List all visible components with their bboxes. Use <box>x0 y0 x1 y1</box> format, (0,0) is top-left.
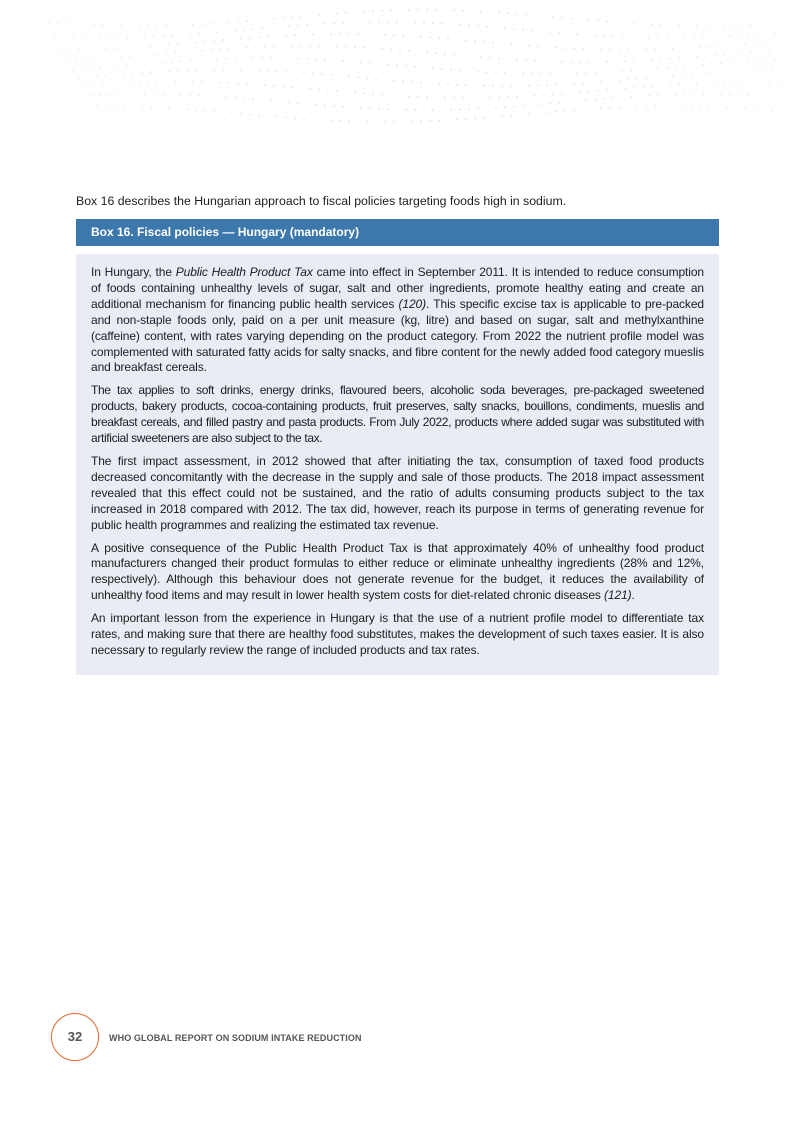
box-paragraph-2: The tax applies to soft drinks, energy drinks, flavoured beers, alcoholic soda beverages, pre-packaged sweetened products, bakery products, cocoa-containing products, fruit preserves, salty snacks, bouillons, condiments, mueslis and breakfast cereals, and filled pastry and pasta products. From July 2022, products where added sugar was substituted with artificial sweeteners are also subject to the tax. <box>91 383 704 446</box>
box-body <box>76 254 719 675</box>
intro-paragraph: Box 16 describes the Hungarian approach to fiscal policies targeting foods high in sodium. <box>76 194 567 208</box>
decorative-dot-pattern <box>0 0 793 150</box>
box-paragraph-1: In Hungary, the Public Health Product Tax came into effect in September 2011. It is intended to reduce consumption of foods containing unhealthy levels of sugar, salt and other ingredients, promote healthy eating and create an additional mechanism for financing public health services (120). This specific excise tax is applicable to pre-packed and non-staple foods only, paid on a per unit measure (kg, litre) and based on sugar, salt and methylxanthine (caffeine) content, with rates varying depending on the product category. From 2022 the nutrient profile model was complemented with saturated fatty acids for salty snacks, and fibre content for the newly added food category mueslis and breakfast cereals. <box>91 265 704 375</box>
box-paragraph-3: The first impact assessment, in 2012 showed that after initiating the tax, consumption of taxed food products decreased concomitantly with the decrease in the supply and sale of those products. The 2018 impact assessment revealed that this effect could not be sustained, and the ratio of adults consuming products subject to the tax increased in 2018 compared with 2012. The tax did, however, reach its purpose in terms of generating revenue for public health programmes and realizing the estimated tax revenue. <box>91 453 704 532</box>
running-footer-title: WHO GLOBAL REPORT ON SODIUM INTAKE REDUCTION <box>109 1033 362 1043</box>
citation-120: (120) <box>398 296 426 311</box>
page-number: 32 <box>51 1013 99 1061</box>
box-title: Box 16. Fiscal policies — Hungary (mandatory) <box>76 219 719 246</box>
citation-121: (121) <box>604 588 632 603</box>
box-paragraph-5: An important lesson from the experience in Hungary is that the use of a nutrient profile model to differentiate tax rates, and making sure that there are healthy food substitutes, makes the development of such taxes easier. It is also necessary to regularly review the range of included products and tax rates. <box>91 611 704 657</box>
box-paragraph-4: A positive consequence of the Public Health Product Tax is that approximately 40% of unhealthy food product manufacturers changed their product formulas to either reduce or eliminate unhealthy ingredients (28% and 12%, respectively). Although this behaviour does not generate revenue for the budget, it reduces the availability of unhealthy food items and may result in lower health system costs for diet-related chronic diseases (121). <box>91 540 704 603</box>
